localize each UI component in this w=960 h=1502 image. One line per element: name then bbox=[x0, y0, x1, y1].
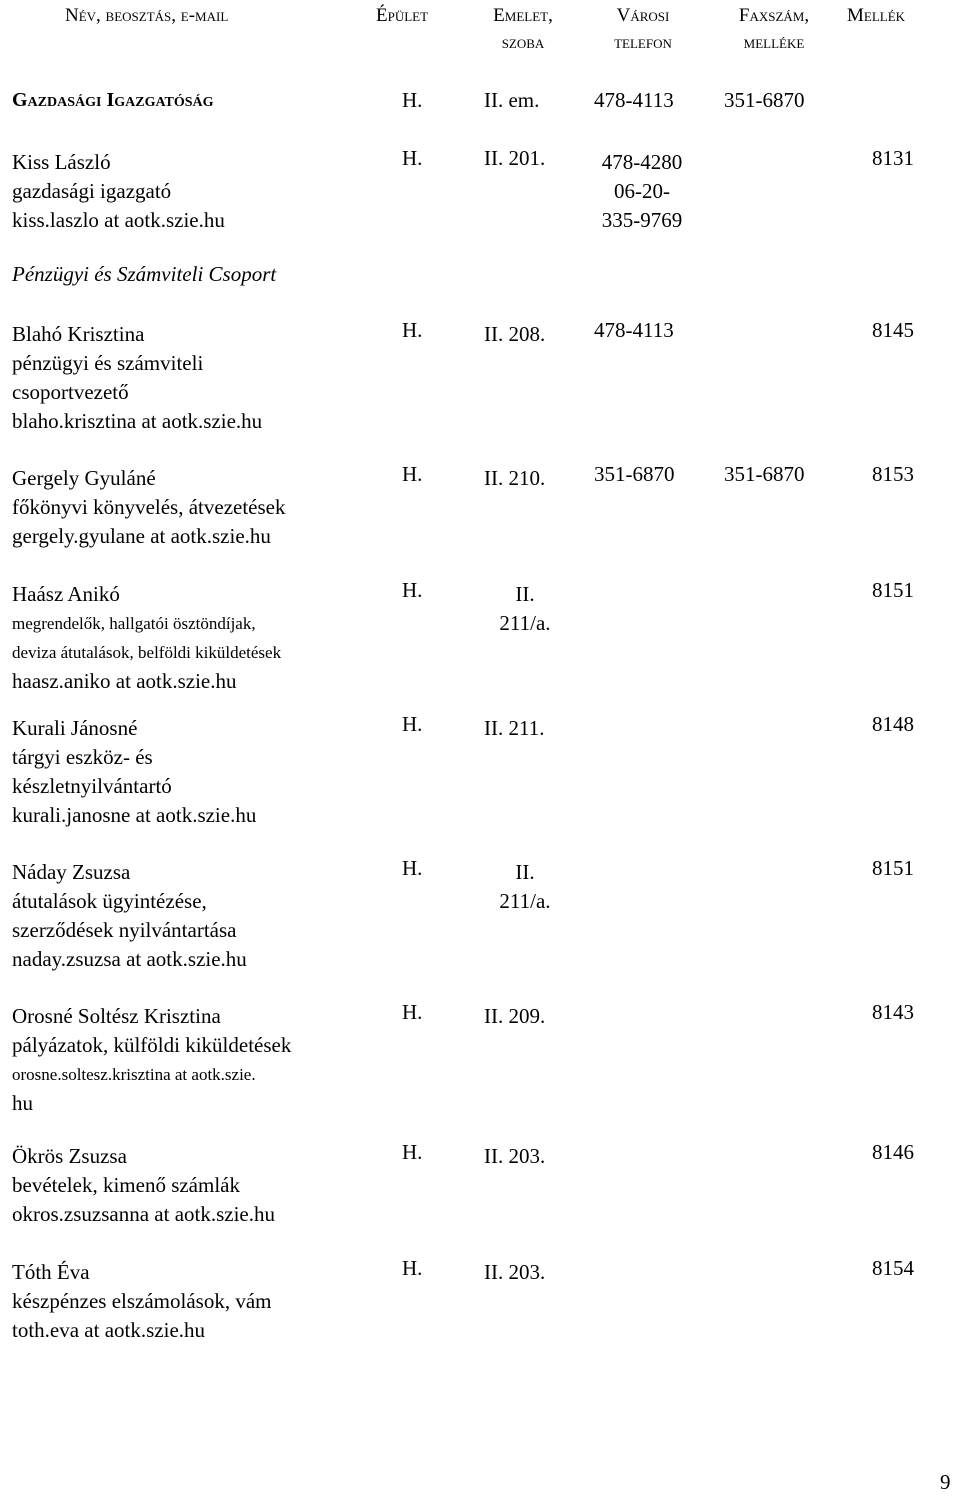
person-building: H. bbox=[402, 578, 423, 602]
person-detail-line: szerződések nyilvántartása bbox=[12, 918, 237, 942]
director-phone-line3: 335-9769 bbox=[601, 208, 683, 232]
person-detail-line: toth.eva at aotk.szie.hu bbox=[12, 1318, 206, 1342]
person-name: Orosné Soltész Krisztina bbox=[12, 1004, 221, 1028]
person-building: H. bbox=[402, 712, 423, 736]
person-ext: 8146 bbox=[872, 1140, 914, 1164]
person-room-line: 211/a. bbox=[499, 889, 551, 913]
person-info bbox=[12, 1002, 291, 1118]
person-info bbox=[12, 580, 281, 696]
person-detail-line: készletnyilvántartó bbox=[12, 774, 172, 798]
person-info bbox=[12, 858, 247, 974]
person-detail-line: tárgyi eszköz- és bbox=[12, 745, 153, 769]
column-header-name: Név, beosztás, e-mail bbox=[65, 5, 229, 26]
column-header-fax-line2: melléke bbox=[743, 32, 805, 53]
director-email: kiss.laszlo at aotk.szie.hu bbox=[12, 208, 225, 232]
person-building: H. bbox=[402, 1140, 423, 1164]
person-ext: 8151 bbox=[872, 578, 914, 602]
director-phone bbox=[586, 148, 698, 235]
director-room: II. 201. bbox=[484, 146, 546, 170]
person-detail-line: pályázatok, külföldi kiküldetések bbox=[12, 1033, 292, 1057]
person-detail-line: csoportvezető bbox=[12, 380, 129, 404]
person-detail-line: blaho.krisztina at aotk.szie.hu bbox=[12, 409, 263, 433]
person-ext: 8153 bbox=[872, 462, 914, 486]
person-info bbox=[12, 1142, 275, 1229]
department-phone: 478-4113 bbox=[594, 88, 674, 112]
column-header-floor-room-line1: Emelet, bbox=[493, 5, 553, 26]
column-header-fax-line1: Faxszám, bbox=[738, 5, 810, 26]
person-room bbox=[484, 1142, 545, 1171]
person-ext: 8151 bbox=[872, 856, 914, 880]
person-name: Náday Zsuzsa bbox=[12, 860, 131, 884]
column-header-city-phone-line1: Városi bbox=[616, 5, 670, 26]
person-ext: 8154 bbox=[872, 1256, 914, 1280]
column-header-city-phone-line2: telefon bbox=[614, 32, 672, 53]
person-room-line: II. 210. bbox=[484, 466, 546, 490]
person-info bbox=[12, 320, 262, 436]
person-detail-line: gergely.gyulane at aotk.szie.hu bbox=[12, 524, 271, 548]
person-building: H. bbox=[402, 1000, 423, 1024]
person-info bbox=[12, 464, 286, 551]
person-info bbox=[12, 1258, 272, 1345]
director-phone-line2: 06-20- bbox=[614, 179, 670, 203]
person-room-line: 211/a. bbox=[499, 611, 551, 635]
person-room bbox=[470, 858, 580, 916]
page-number: 9 bbox=[940, 1470, 951, 1494]
person-room-line: II. 208. bbox=[484, 322, 546, 346]
column-header-building: Épület bbox=[376, 5, 429, 26]
person-room-line: II. 209. bbox=[484, 1004, 546, 1028]
person-building: H. bbox=[402, 318, 423, 342]
person-room bbox=[484, 464, 545, 493]
person-detail-line: haasz.aniko at aotk.szie.hu bbox=[12, 669, 237, 693]
person-name: Haász Anikó bbox=[12, 582, 120, 606]
director-phone-line1: 478-4280 bbox=[601, 150, 683, 174]
person-name: Tóth Éva bbox=[12, 1260, 90, 1284]
column-header-fax bbox=[712, 6, 836, 52]
director-title: gazdasági igazgató bbox=[12, 179, 172, 203]
director-info bbox=[12, 148, 225, 235]
person-info bbox=[12, 714, 256, 830]
column-header-floor-room-line2: szoba bbox=[501, 32, 545, 53]
director-name: Kiss László bbox=[12, 150, 111, 174]
person-ext: 8143 bbox=[872, 1000, 914, 1024]
person-detail-line: pénzügyi és számviteli bbox=[12, 351, 204, 375]
person-room-line: II. bbox=[515, 582, 535, 606]
person-detail-line: naday.zsuzsa at aotk.szie.hu bbox=[12, 947, 247, 971]
department-building: H. bbox=[402, 88, 423, 112]
person-name: Blahó Krisztina bbox=[12, 322, 145, 346]
director-ext: 8131 bbox=[872, 146, 914, 170]
person-ext: 8148 bbox=[872, 712, 914, 736]
person-room bbox=[484, 1002, 545, 1031]
person-room bbox=[470, 580, 580, 638]
group-title: Pénzügyi és Számviteli Csoport bbox=[12, 262, 277, 286]
person-phone: 351-6870 bbox=[594, 462, 675, 486]
person-detail-line: főkönyvi könyvelés, átvezetések bbox=[12, 495, 286, 519]
person-phone: 478-4113 bbox=[594, 318, 674, 342]
person-room bbox=[484, 714, 544, 743]
person-room bbox=[484, 320, 545, 349]
column-header-floor-room bbox=[468, 6, 578, 52]
director-building: H. bbox=[402, 146, 423, 170]
person-name: Kurali Jánosné bbox=[12, 716, 138, 740]
person-name: Ökrös Zsuzsa bbox=[12, 1144, 127, 1168]
person-room-line: II. 203. bbox=[484, 1144, 546, 1168]
person-detail-line: készpénzes elszámolások, vám bbox=[12, 1289, 272, 1313]
person-detail-line: átutalások ügyintézése, bbox=[12, 889, 207, 913]
person-room-line: II. 211. bbox=[484, 716, 545, 740]
person-building: H. bbox=[402, 856, 423, 880]
person-detail-line: orosne.soltesz.krisztina at aotk.szie. bbox=[12, 1065, 256, 1084]
person-ext: 8145 bbox=[872, 318, 914, 342]
person-fax: 351-6870 bbox=[724, 462, 805, 486]
person-room-line: II. bbox=[515, 860, 535, 884]
department-name: Gazdasági Igazgatóság bbox=[12, 89, 214, 111]
column-header-ext: Mellék bbox=[847, 5, 906, 26]
person-detail-line: okros.zsuzsanna at aotk.szie.hu bbox=[12, 1202, 276, 1226]
column-header-city-phone bbox=[588, 6, 698, 52]
department-fax: 351-6870 bbox=[724, 88, 805, 112]
person-building: H. bbox=[402, 1256, 423, 1280]
person-detail-line: bevételek, kimenő számlák bbox=[12, 1173, 240, 1197]
person-detail-line: megrendelők, hallgatói ösztöndíjak, bbox=[12, 614, 256, 633]
person-room-line: II. 203. bbox=[484, 1260, 546, 1284]
person-detail-line: kurali.janosne at aotk.szie.hu bbox=[12, 803, 257, 827]
person-detail-line: hu bbox=[12, 1091, 33, 1115]
person-building: H. bbox=[402, 462, 423, 486]
department-room: II. em. bbox=[484, 88, 540, 112]
person-name: Gergely Gyuláné bbox=[12, 466, 156, 490]
person-detail-line: deviza átutalások, belföldi kiküldetések bbox=[12, 643, 282, 662]
person-room bbox=[484, 1258, 545, 1287]
